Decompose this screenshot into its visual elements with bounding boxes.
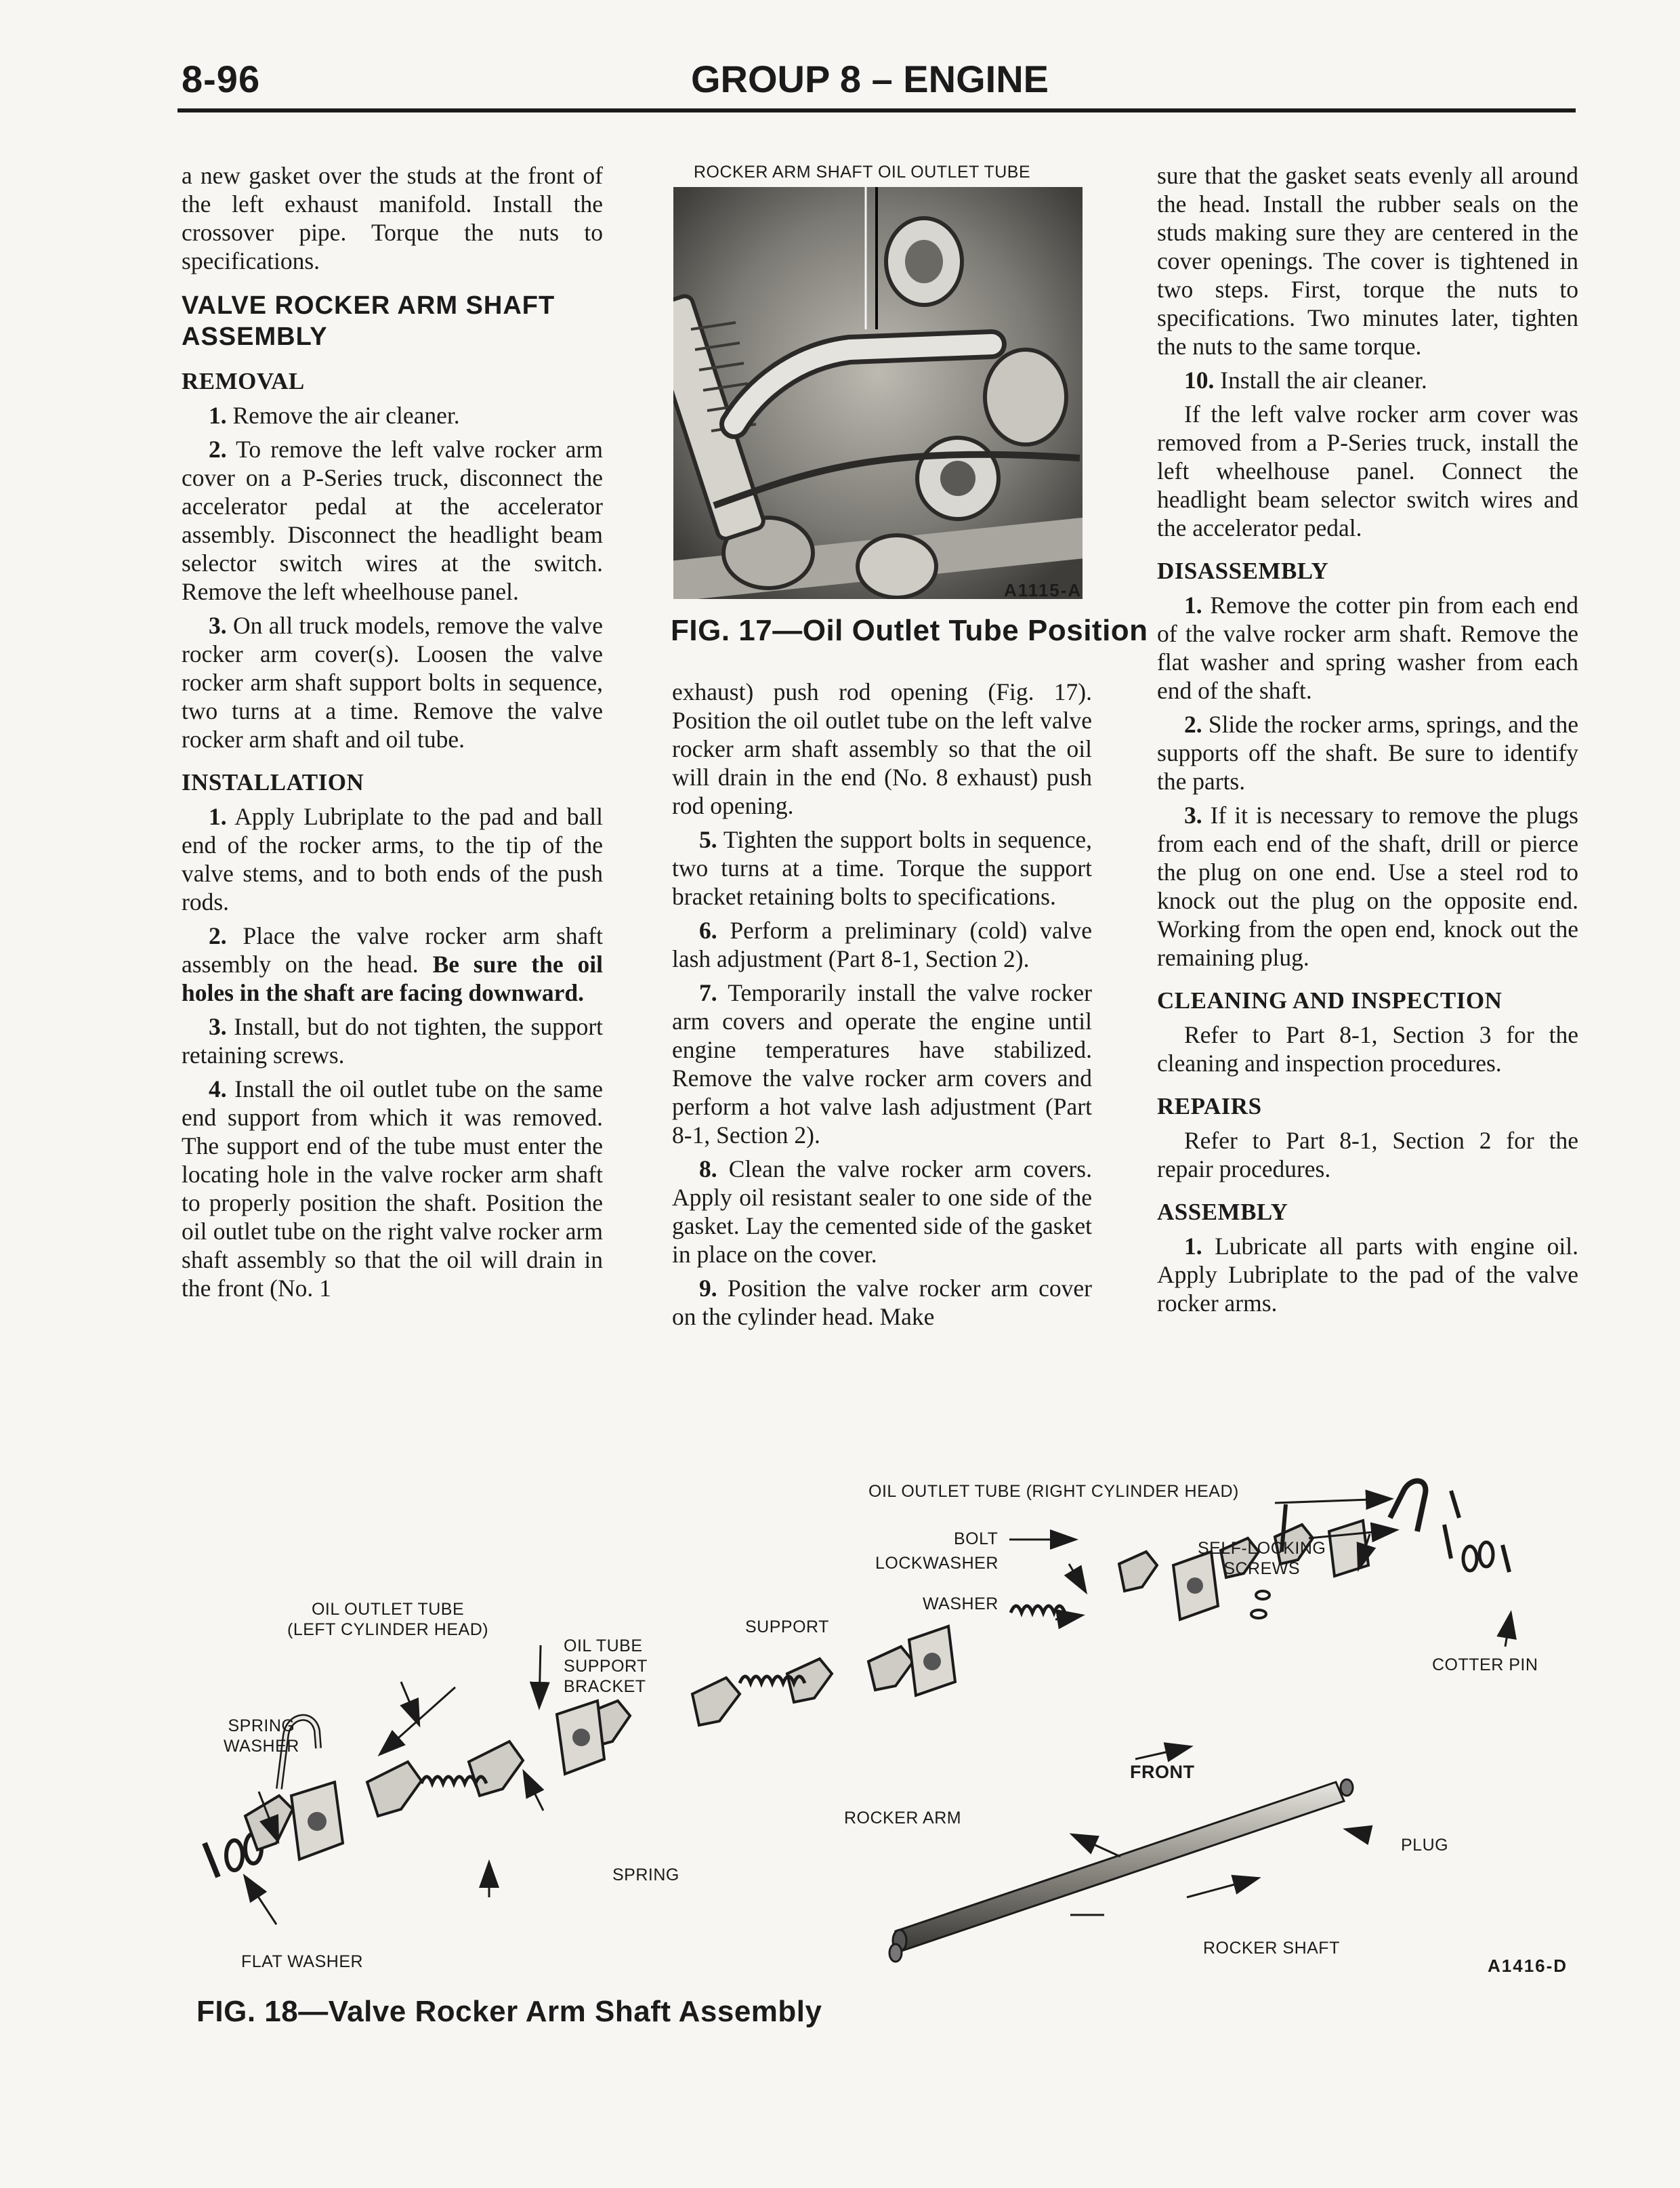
step-number: 5. (699, 826, 717, 853)
installation-step-1 (182, 802, 603, 916)
step-number: 2. (1184, 711, 1202, 738)
rocker-arm-part (245, 1796, 293, 1850)
cotter-pin-part (1503, 1545, 1509, 1572)
step-warning: Be sure the oil holes in the shaft are facing downward. (182, 951, 603, 1006)
rocker-arm-part (469, 1741, 523, 1796)
label-flat-washer: FLAT WASHER (241, 1952, 364, 1971)
installation-heading: INSTALLATION (182, 769, 364, 796)
step-text: Slide the rocker arms, springs, and the supports off the shaft. Be sure to identify the parts. (1157, 711, 1578, 795)
repairs-paragraph: Refer to Part 8-1, Section 2 for the repair procedures. (1157, 1127, 1578, 1182)
self-locking-screw-part (1444, 1525, 1451, 1559)
removal-step-3 (182, 611, 603, 754)
paragraph-continued: exhaust) push rod opening (Fig. 17). Position the oil outlet tube on the left valve rocker arm shaft assembly so that the oil will drain in the end (No. 8 exhaust) push rod opening. (672, 678, 1092, 819)
step-text: Remove the air cleaner. (232, 402, 460, 429)
step-text: To remove the left valve rocker arm cover on a P-Series truck, disconnect the accelerator pedal at the accelerator assembly. Disconnect the headlight beam selector switch wires at the switch. Remove the left wheelhouse panel. (182, 436, 603, 605)
step-number: 2. (209, 436, 227, 463)
column-2 (672, 678, 1092, 1336)
step-number: 1. (1184, 592, 1202, 619)
label-oil-tube-support-bracket (564, 1636, 648, 1697)
flat-washer-part (1479, 1542, 1493, 1567)
label-rocker-arm: ROCKER ARM (844, 1809, 962, 1828)
step-number: 2. (209, 922, 227, 949)
label-front: FRONT (1130, 1762, 1195, 1782)
step-text: Perform a preliminary (cold) valve lash adjustment (Part 8-1, Section 2). (672, 917, 1092, 972)
rocker-arm-part (367, 1762, 421, 1816)
fig18-exploded-diagram (177, 1464, 1587, 1979)
step-text: Clean the valve rocker arm covers. Apply oil resistant sealer to one side of the gasket. Lay the cemented side of the gasket in place on the cover. (672, 1155, 1092, 1268)
fig18-caption: FIG. 18—Valve Rocker Arm Shaft Assembly (196, 1995, 822, 2028)
label-self-locking-screws (1198, 1538, 1326, 1579)
label-spring-washer (224, 1716, 299, 1756)
assembly-step-1 (1157, 1232, 1578, 1317)
rocker-arm-part (868, 1647, 913, 1690)
fig18-code: A1416-D (1488, 1956, 1568, 1976)
label-line: SCREWS (1223, 1559, 1301, 1578)
installation-step-8 (672, 1155, 1092, 1268)
spring-part (1011, 1606, 1065, 1613)
step-number: 1. (209, 402, 227, 429)
step-text: Apply Lubriplate to the pad and ball end of the rocker arms, to the tip of the valve stems, and to both ends of the push rods. (182, 803, 603, 915)
step-number: 1. (1184, 1233, 1202, 1260)
disassembly-heading: DISASSEMBLY (1157, 558, 1329, 584)
label-washer: WASHER (923, 1594, 999, 1613)
step-text: Install the air cleaner. (1220, 367, 1427, 394)
label-line: (LEFT CYLINDER HEAD) (287, 1620, 489, 1639)
step-number: 4. (209, 1075, 227, 1102)
step-text: Tighten the support bolts in sequence, two turns at a time. Torque the support bracket retaining bolts to specifications. (672, 826, 1092, 910)
installation-step-5 (672, 825, 1092, 911)
label-line: WASHER (224, 1737, 299, 1756)
page-header-title: GROUP 8 – ENGINE (691, 58, 1049, 100)
disassembly-step-2 (1157, 710, 1578, 796)
step-number: 3. (209, 612, 227, 639)
installation-step-7 (672, 978, 1092, 1149)
label-line: BRACKET (564, 1677, 646, 1696)
column-1 (182, 161, 603, 1308)
step-text: Install, but do not tighten, the support retaining screws. (182, 1013, 603, 1069)
step-text: Remove the cotter pin from each end of the valve rocker arm shaft. Remove the flat washer and spring washer from each end of the shaft. (1157, 592, 1578, 704)
fig17-caption: FIG. 17—Oil Outlet Tube Position (671, 614, 1148, 647)
label-line: OIL OUTLET TUBE (311, 1600, 465, 1619)
step-number: 3. (1184, 802, 1202, 829)
plug-part (889, 1944, 902, 1962)
assembly-heading: ASSEMBLY (1157, 1199, 1288, 1225)
removal-step-2 (182, 435, 603, 606)
column-3 (1157, 161, 1578, 1323)
page-number: 8-96 (182, 58, 261, 100)
installation-step-9 (672, 1274, 1092, 1331)
installation-step-3 (182, 1012, 603, 1069)
cleaning-paragraph: Refer to Part 8-1, Section 3 for the cleaning and inspection procedures. (1157, 1021, 1578, 1077)
rocker-arm-part (692, 1678, 740, 1725)
step-text: Place the valve rocker arm shaft assembly on the head. (182, 922, 604, 978)
label-line: SPRING (228, 1716, 295, 1735)
label-line: SELF-LOCKING (1198, 1539, 1326, 1558)
label-plug: PLUG (1401, 1836, 1449, 1855)
spring-washer-part (1463, 1546, 1477, 1571)
step-text: If it is necessary to remove the plugs from each end of the shaft, drill or pierce the plug on one end. Use a steel rod to knock out the plug on the opposite end. Working from the open end, knock out the remaining plug. (1157, 802, 1578, 971)
installation-step-6 (672, 916, 1092, 973)
self-locking-screw-part (1451, 1491, 1459, 1518)
removal-heading: REMOVAL (182, 368, 305, 394)
support-part (1329, 1521, 1368, 1576)
step-text: On all truck models, remove the valve rocker arm cover(s). Loosen the valve rocker arm shaft support bolts in sequence, two turns at a time. Remove the valve rocker arm shaft and oil tube. (182, 612, 604, 753)
cotter-pin-part (205, 1843, 218, 1877)
section-heading: VALVE ROCKER ARM SHAFT ASSEMBLY (182, 291, 555, 351)
step-text: Position the valve rocker arm cover on the cylinder head. Make (672, 1275, 1093, 1330)
label-rocker-shaft: ROCKER SHAFT (1203, 1939, 1340, 1958)
label-oil-outlet-right: OIL OUTLET TUBE (RIGHT CYLINDER HEAD) (868, 1482, 1239, 1501)
paragraph-intro: a new gasket over the studs at the front of the left exhaust manifold. Install the crossover pipe. Torque the nuts to specifications. (182, 162, 603, 274)
label-spring: SPRING (612, 1865, 679, 1884)
disassembly-step-3 (1157, 801, 1578, 972)
step-text: Install the oil outlet tube on the same end support from which it was removed. The support end of the tube must enter the locating hole in the valve rocker arm shaft to properly position the shaft. Position the oil outlet tube on the right valve rocker arm shaft assembly so that the oil will drain in the front (No. 1 (182, 1075, 604, 1302)
paragraph-left-cover: If the left valve rocker arm cover was removed from a P-Series truck, install the left wheelhouse panel. Connect the headlight beam selector switch wires and the accelerator pedal. (1157, 400, 1578, 541)
repairs-heading: REPAIRS (1157, 1093, 1262, 1119)
plug-part (1341, 1779, 1353, 1796)
label-cotter-pin: COTTER PIN (1432, 1655, 1538, 1674)
label-line: SUPPORT (564, 1657, 648, 1676)
label-lockwasher: LOCKWASHER (875, 1554, 999, 1573)
rocker-arm-part (1119, 1552, 1157, 1591)
step-number: 7. (699, 979, 717, 1006)
step-number: 3. (209, 1013, 227, 1040)
step-number: 6. (699, 917, 717, 944)
installation-step-10 (1157, 366, 1578, 394)
lockwasher-part (1256, 1591, 1269, 1599)
label-line: OIL TUBE (564, 1636, 643, 1655)
label-oil-outlet-left (287, 1599, 488, 1640)
step-number: 1. (209, 803, 227, 830)
installation-step-2 (182, 922, 603, 1007)
fig17-callout-label: ROCKER ARM SHAFT OIL OUTLET TUBE (694, 163, 1031, 182)
step-text: Temporarily install the valve rocker arm covers and operate the engine until engine temperatures have stabilized. Remove the valve rocker arm covers and perform a hot valve lash adjustment (Part 8-1, Section 2). (672, 979, 1092, 1149)
label-support: SUPPORT (745, 1617, 829, 1636)
step-text: Lubricate all parts with engine oil. Apply Lubriplate to the pad of the valve rocker arms. (1157, 1233, 1578, 1317)
installation-step-4 (182, 1075, 603, 1302)
step-number: 8. (699, 1155, 717, 1182)
disassembly-step-1 (1157, 591, 1578, 705)
flat-washer-part (226, 1840, 243, 1870)
fig17-code: A1115-A (1004, 580, 1083, 600)
removal-step-1 (182, 401, 603, 430)
washer-part (1251, 1610, 1266, 1618)
paragraph-continued: sure that the gasket seats evenly all around the head. Install the rubber seals on the studs making sure they are centered in the cover openings. The cover is tightened in two steps. First, torque the nuts to specifications. Two minutes later, tighten the nuts to the same torque. (1157, 162, 1578, 360)
step-number: 9. (699, 1275, 717, 1302)
fig17-photo (673, 187, 1083, 599)
step-number: 10. (1184, 367, 1215, 394)
label-bolt: BOLT (954, 1529, 999, 1548)
header-rule (177, 108, 1576, 112)
cleaning-heading: CLEANING AND INSPECTION (1157, 987, 1503, 1014)
oil-outlet-tube-part (1390, 1481, 1425, 1531)
